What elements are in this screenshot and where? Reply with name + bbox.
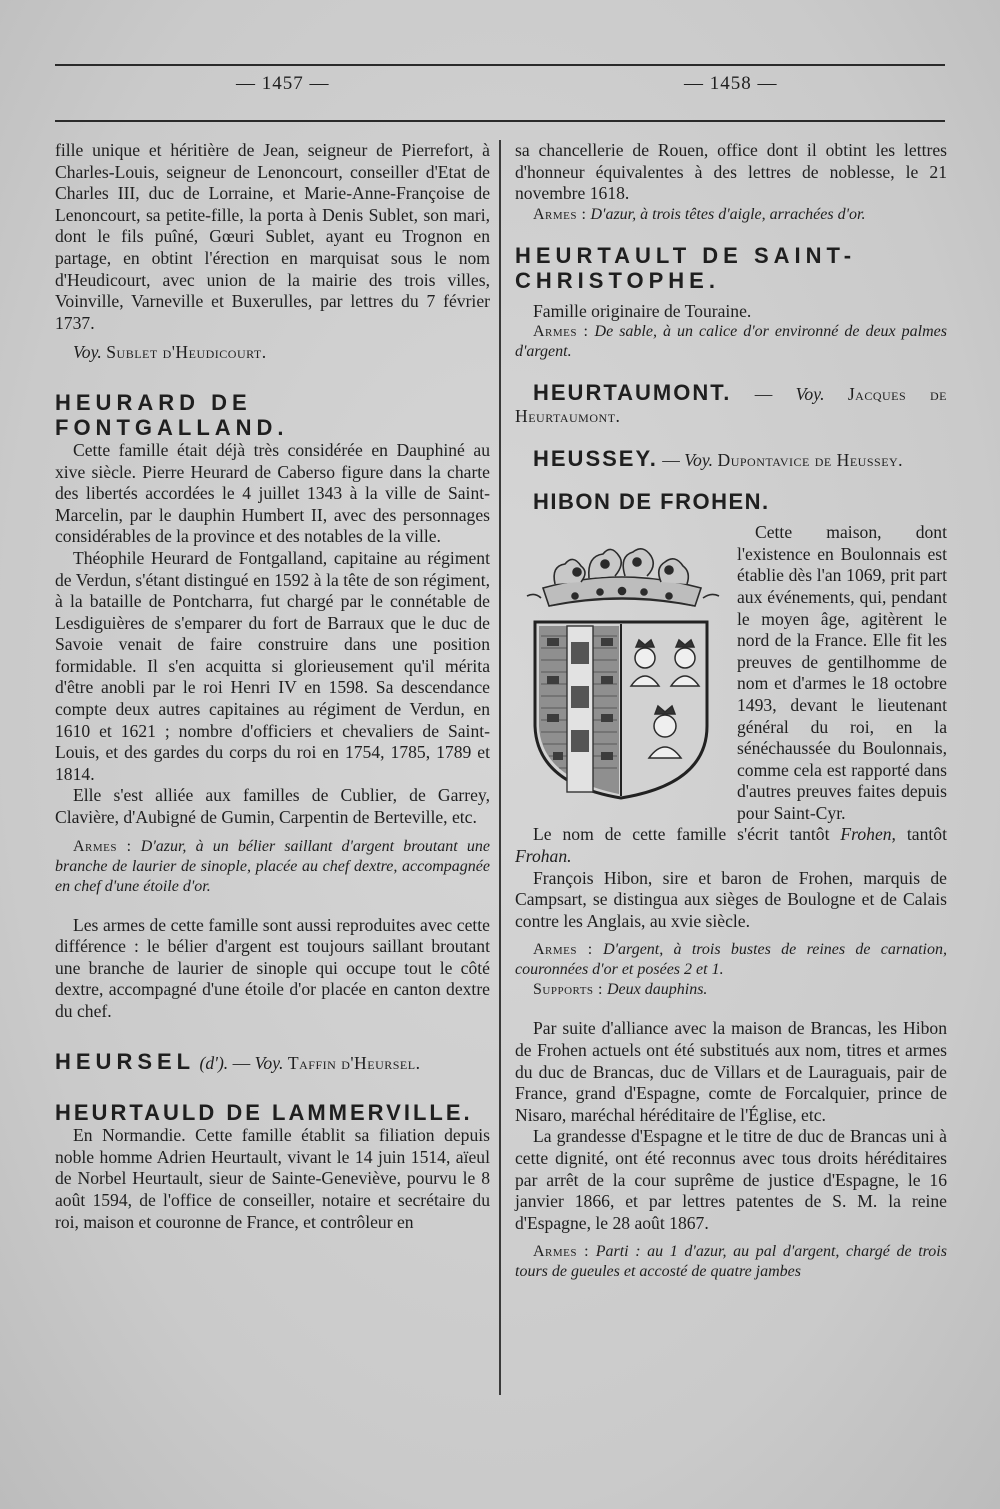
see-also-sublet bbox=[55, 342, 490, 364]
heurtaumont-target: Jacques de Heurtaumont. bbox=[515, 384, 948, 426]
armes-label: Armes : bbox=[533, 323, 589, 341]
heading-heurtaumont: HEURTAUMONT. bbox=[533, 380, 732, 406]
heursel-voy: Voy. bbox=[254, 1052, 284, 1073]
hibon-p2-frohan: Frohan. bbox=[515, 846, 572, 867]
heussey-target: Dupontavice de Heussey. bbox=[717, 449, 904, 470]
hibon-paragraph-1: Cette maison, dont l'existence en Boulonnais est établie dès l'an 1069, prit part aux événements, qui, pendant le moyen âge, agitèrent le nord de la France. Elle fit les preuves de gentilhomme de nom et d'armes le 18 octobre 1493, devant le lieutenant général du roi, en la sénéchaussée du Boulonnais, comme cela est rapporté dans d'autres preuves faites depuis pour Saint-Cyr. bbox=[737, 522, 947, 823]
heurtaumont-entry bbox=[515, 380, 947, 427]
column-divider bbox=[499, 140, 501, 1395]
heussey-voy: Voy. bbox=[684, 449, 714, 470]
fontgalland-armes bbox=[55, 837, 490, 897]
page-number-right: — 1458 — bbox=[684, 73, 778, 94]
heading-heursel: HEURSEL bbox=[55, 1048, 196, 1074]
armes-text: D'azur, à un bélier saillant d'argent broutant une branche de laurier de sinople, placée au chef dextre, accompagnée en chef d'une étoile d'or. bbox=[55, 837, 490, 895]
supports-text: Deux dauphins. bbox=[606, 981, 708, 999]
fontgalland-paragraph-3: Elle s'est alliée aux familles de Cublier, de Garrey, Clavière, d'Aubigné de Gumin, Carpentin de Berteville, etc. bbox=[55, 785, 490, 828]
lammerville-paragraph-1: En Normandie. Cette famille établit sa filiation depuis noble homme Adrien Heurtault, vivant le 14 juin 1514, aïeul de Norbel Heurtault, sieur de Sainte-Geneviève, pourvu le 8 août 1594, de l'office de conseiller, notaire et secrétaire du roi, maison et couronne de France, et contrôleur en bbox=[55, 1125, 490, 1232]
heading-heurard-de-fontgalland: HEURARD DE FONTGALLAND. bbox=[55, 389, 289, 440]
rouen-paragraph: sa chancellerie de Rouen, office dont il obtint les lettres d'honneur équivalentes à des lettres de noblesse, le 21 novembre 1618. bbox=[515, 140, 947, 204]
hibon-p2-text-b: tantôt bbox=[906, 824, 947, 845]
heussey-entry bbox=[515, 446, 947, 472]
heursel-entry bbox=[55, 1049, 490, 1075]
hibon-paragraph-5: La grandesse d'Espagne et le titre de duc de Brancas uni à cette dignité, ont été reconnus avec tous droits héréditaires par arrêt de la cour suprême de justice d'Espagne, le 16 janvier 1866, et par lettres patentes de S. M. la reine d'Espagne, le 28 août 1867. bbox=[515, 1126, 947, 1233]
heussey-dash: — bbox=[662, 449, 680, 470]
heursel-particle: (d'). bbox=[199, 1052, 229, 1073]
voy-target: Sublet d'Heudicourt. bbox=[106, 342, 267, 363]
header-rule bbox=[55, 120, 945, 122]
armes-text: Parti : au 1 d'azur, au pal d'argent, chargé de trois tours de gueules et accosté de quatre jambes bbox=[515, 1243, 947, 1281]
rouen-armes bbox=[515, 205, 947, 225]
fontgalland-paragraph-2: Théophile Heurard de Fontgalland, capitaine au régiment de Verdun, s'étant distingué en 1592 à la tête de son régiment, à la bataille de Pontcharra, fut chargé par le connétable de Lesdiguières de s'emparer du fort de Barraux que le duc de Savoie venait de faire construire dans une position formidable. Il s'en acquitta si glorieusement qu'il mérita d'être anobli par le roi Henri IV en 1598. Sa descendance compte deux autres capitaines au régiment de Verdun, en 1610 et 1621 ; nombre d'officiers et chevaliers de Saint-Louis, et des gardes du corps du roi en 1754, 1785, 1789 et 1814. bbox=[55, 547, 490, 784]
heading-hibon-de-frohen: HIBON DE FROHEN. bbox=[533, 489, 770, 515]
hibon-paragraph-4: Par suite d'alliance avec la maison de Brancas, les Hibon de Frohen actuels ont été substitués aux nom, titres et armes du duc de Brancas, duc de Villars et de Lauraguais, pair de France, grand d'Espagne, comte de Forcalquier, prince de Nisaro, maréchal héréditaire de l'Église, etc. bbox=[515, 1018, 947, 1125]
saint-christophe-armes bbox=[515, 322, 947, 362]
hibon-paragraph-2 bbox=[515, 824, 947, 867]
armes-text: De sable, à un calice d'or environné de deux palmes d'argent. bbox=[515, 323, 947, 361]
armes-label: Armes : bbox=[533, 205, 587, 223]
top-rule bbox=[55, 64, 945, 66]
hibon-supports bbox=[515, 980, 947, 1000]
saint-christophe-paragraph: Famille originaire de Touraine. bbox=[533, 300, 752, 321]
heading-heurtauld-de-lammerville: HEURTAULD DE LAMMERVILLE. bbox=[55, 1100, 473, 1126]
armes-text: D'azur, à trois têtes d'aigle, arrachées d'or. bbox=[590, 205, 866, 223]
fontgalland-paragraph-1: Cette famille était déjà très considérée en Dauphiné au xive siècle. Pierre Heurard de Caberso figure dans la charte des libertés accordées le 4 juillet 1343 à la ville de Saint-Marcelin, par le dauphin Humbert II, avec des personnages considérables de la province et des notables de la ville. bbox=[55, 439, 490, 547]
supports-label: Supports : bbox=[533, 981, 603, 999]
armes-label: Armes : bbox=[533, 941, 593, 959]
hibon-paragraph-3: François Hibon, sire et baron de Frohen, marquis de Campsart, se distingua aux sièges de Boulogne et de Calais contre les Anglais, au xvie siècle. bbox=[515, 867, 947, 931]
fontgalland-paragraph-4: Les armes de cette famille sont aussi reproduites avec cette différence : le bélier d'argent est toujours saillant broutant une branche de laurier de sinople qui occupe tout le côté dextre, accompagné d'une étoile d'or placée en canton dextre du chef. bbox=[55, 914, 490, 1021]
heading-heussey: HEUSSEY. bbox=[533, 445, 658, 471]
coat-of-arms-icon bbox=[515, 526, 729, 804]
heursel-dash: — bbox=[232, 1052, 251, 1073]
hibon-armes bbox=[515, 940, 947, 980]
armes-text: D'argent, à trois bustes de reines de carnation, couronnées d'or et posées 2 et 1. bbox=[515, 941, 948, 979]
final-armes bbox=[515, 1242, 947, 1282]
heurtaumont-voy: Voy. bbox=[795, 384, 825, 405]
hibon-p2-frohen: Frohen, bbox=[840, 824, 896, 845]
heurtaumont-dash: — bbox=[754, 384, 773, 405]
left-column bbox=[55, 140, 490, 1233]
heading-heurtault-de-saint-christophe: HEURTAULT DE SAINT-CHRISTOPHE. bbox=[515, 242, 857, 293]
page-number-left: — 1457 — bbox=[236, 73, 330, 94]
armes-label: Armes : bbox=[73, 837, 132, 855]
intro-paragraph: fille unique et héritière de Jean, seigneur de Pierrefort, à Charles-Louis, seigneur de Lenoncourt, conseiller d'Etat de Charles III, duc de Lorraine, et Marie-Anne-Françoise de Lenoncourt, sa petite-fille, la porta à Denis Sublet, son mari, dont le fils puîné, Gœuri Sublet, ayant eu Trognon en partage, en obtint l'érection en marquisat sous le nom d'Heudicourt, avec union de la mairie des trois villes, Voinville, Varneville et Buxerulles, par lettres du 7 février 1737. bbox=[55, 140, 490, 333]
right-column bbox=[515, 140, 947, 1282]
armes-label: Armes : bbox=[533, 1243, 590, 1261]
voy-label: Voy. bbox=[73, 342, 102, 363]
hibon-p2-text-a: Le nom de cette famille s'écrit tantôt bbox=[533, 824, 830, 845]
heursel-target: Taffin d'Heursel. bbox=[287, 1052, 421, 1073]
